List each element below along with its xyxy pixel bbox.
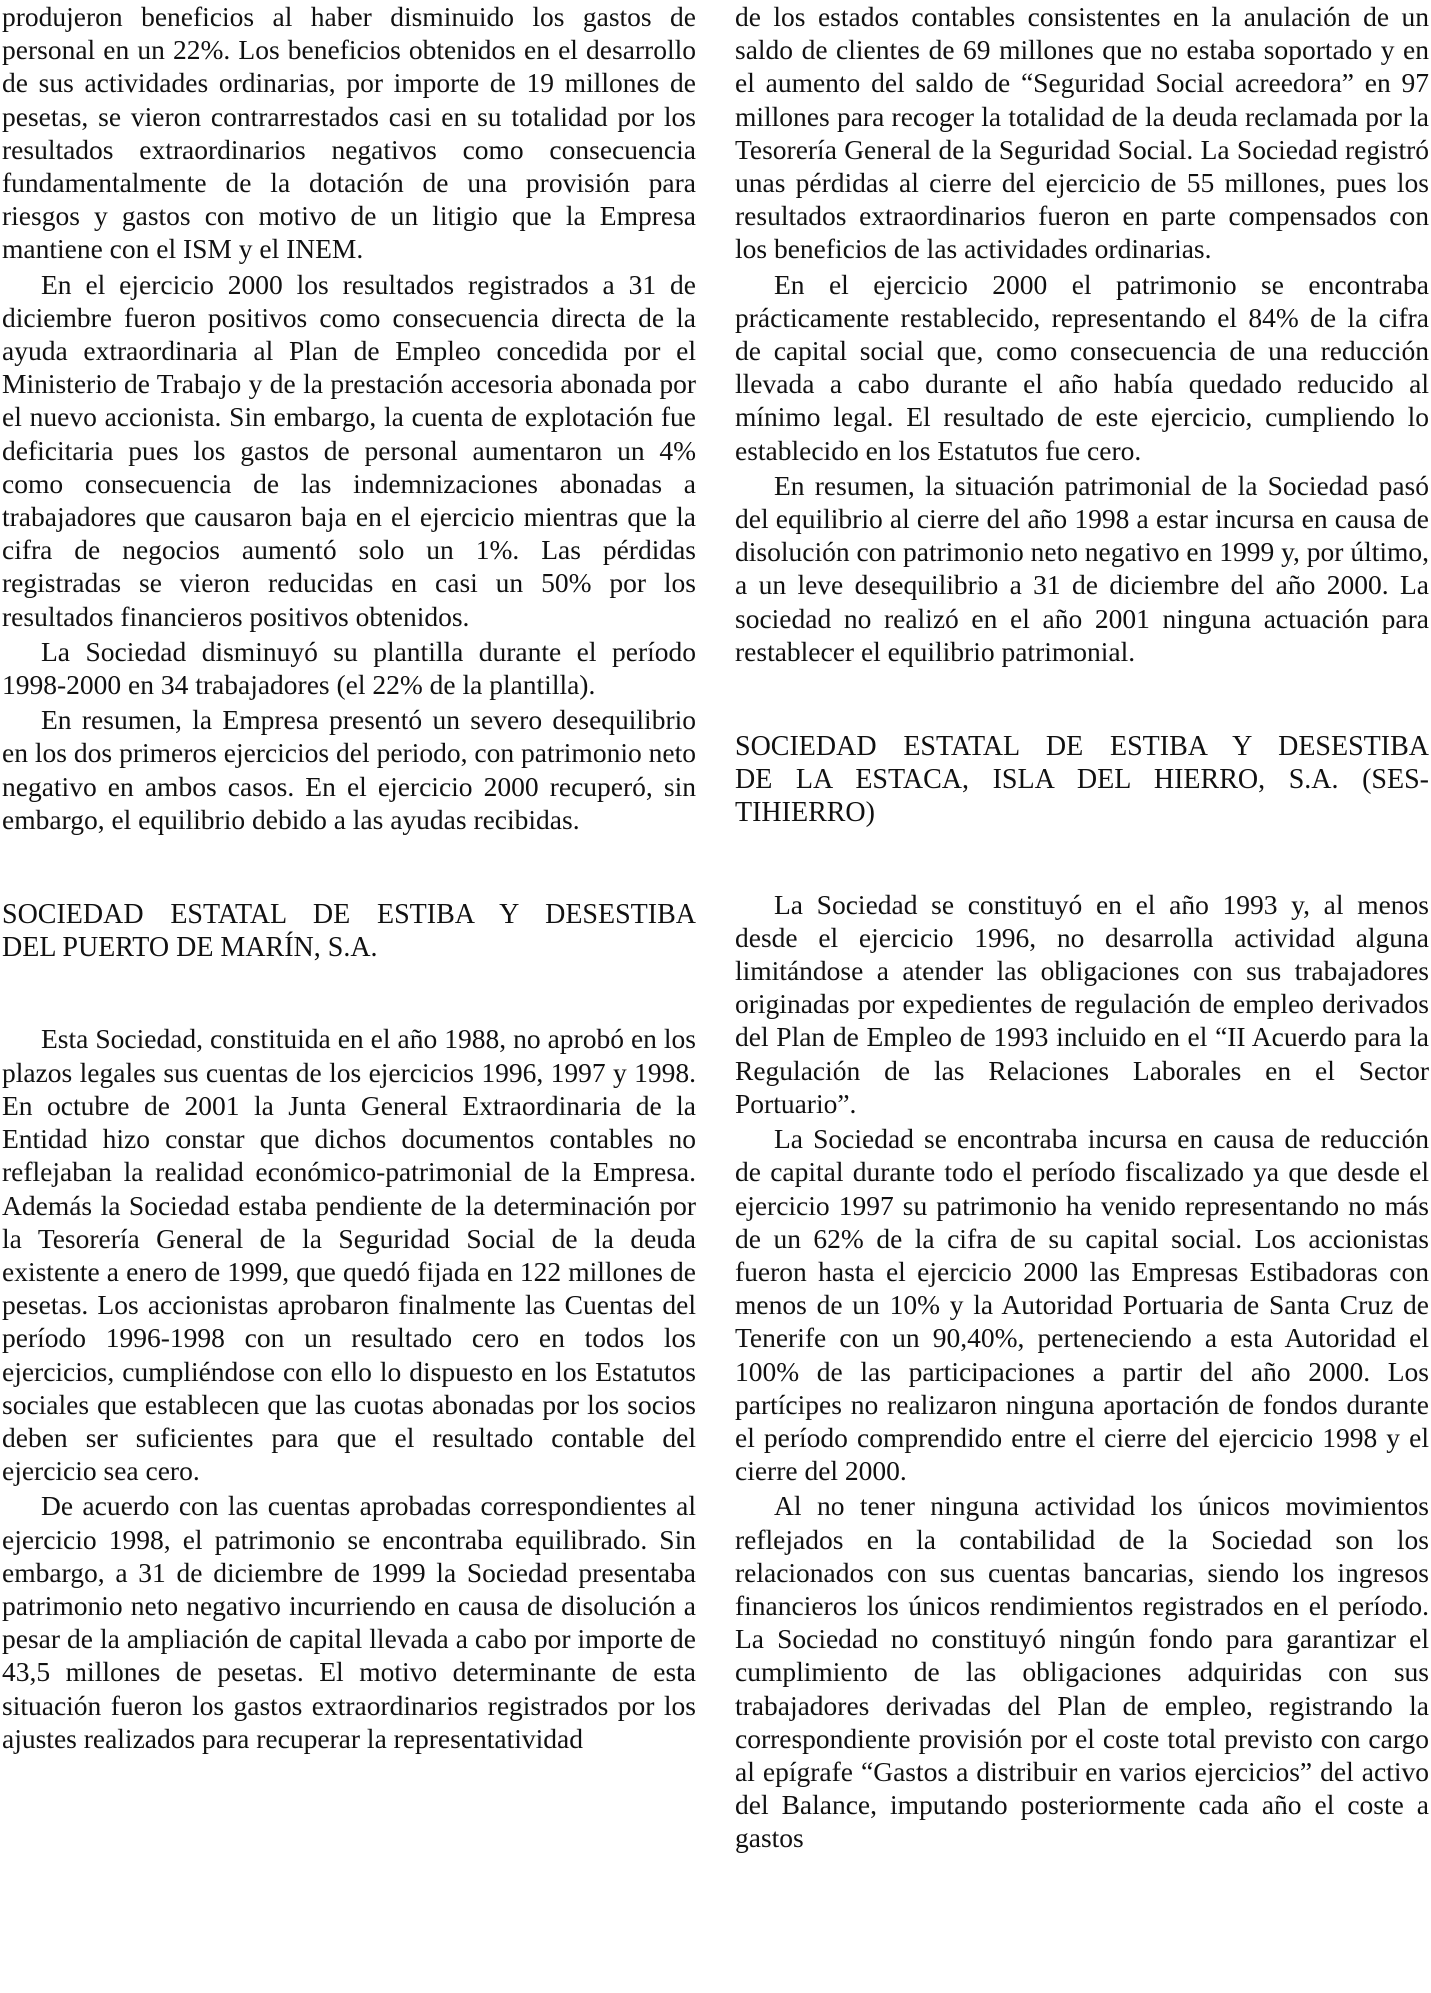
paragraph: produjeron beneficios al haber disminuido los gastos de personal en un 22%. Los beneficios obtenidos en el desarrollo de sus actividades ordinarias, por importe de 19 millones de pesetas, se vieron contrarrestados casi en su totalidad por los resultados extraordinarios negativos como consecuencia fundamentalmente de la dotación de una provisión para riesgos y gastos con motivo de un litigio que la Empresa mantiene con el ISM y el INEM. — [2, 1, 696, 265]
right-column — [735, 0, 1429, 1855]
heading-line: SOCIEDAD ESTATAL DE ESTIBA Y DESESTIBA — [735, 731, 1429, 763]
heading-line: SOCIEDAD ESTATAL DE ESTIBA Y DESESTIBA — [2, 899, 696, 931]
paragraph: En resumen, la situación patrimonial de la Sociedad pasó del equilibrio al cierre del año 1998 a estar incursa en causa de disolución con patrimonio neto negativo en 1999 y, por último, a un leve desequilibrio a 31 de diciembre del año 2000. La sociedad no realizó en el año 2001 ninguna actuación para restablecer el equilibrio patrimonial. — [735, 469, 1430, 667]
paragraph: de los estados contables consistentes en la anulación de un saldo de clientes de 69 millones que no estaba soportado y en el aumento del saldo de “Seguridad Social acreedora” en 97 millones para recoger la totalidad de la deuda reclamada por la Tesorería General de la Seguridad Social. La Sociedad registró unas pérdidas al cierre del ejercicio de 55 millones, pues los resultados extraordinarios fueron en parte compensados con los beneficios de las actividades ordinarias. — [735, 1, 1429, 265]
section-heading-marin — [2, 898, 696, 964]
section-heading-sestihierro — [735, 730, 1429, 830]
paragraph: Esta Sociedad, constituida en el año 1988, no aprobó en los plazos legales sus cuentas de los ejercicios 1996, 1997 y 1998. En octubre de 2001 la Junta General Extraordinaria de la Entidad hizo constar que dichos documentos contables no reflejaban la realidad económico-patrimonial de la Empresa. Además la Sociedad estaba pendiente de la determinación por la Tesorería General de la Seguridad Social de la deuda existente a enero de 1999, que quedó fijada en 122 millones de pesetas. Los accionistas aprobaron finalmente las Cuentas del período 1996-1998 con un resultado cero en todos los ejercicios, cumpliéndose con ello lo dispuesto en los Estatutos sociales que establecen que las cuotas abonadas por los socios deben ser suficientes para que el resultado contable del ejercicio sea cero. — [2, 1023, 696, 1487]
heading-line: TIHIERRO) — [735, 797, 875, 829]
paragraph: Al no tener ninguna actividad los únicos movimientos reflejados en la contabilidad de la Sociedad son los relacionados con sus cuentas bancarias, siendo los ingresos financieros los únicos rendimientos registrados en el período. La Sociedad no constituyó ningún fondo para garantizar el cumplimiento de las obligaciones adquiridas con sus trabajadores derivadas del Plan de empleo, registrando la correspondiente provisión por el coste total previsto con cargo al epígrafe “Gastos a distribuir en varios ejercicios” del activo del Balance, imputando posteriormente cada año el coste a gastos — [735, 1490, 1429, 1854]
paragraph: En el ejercicio 2000 el patrimonio se encontraba prácticamente restablecido, representando el 84% de la cifra de capital social que, como consecuencia de una reducción llevada a cabo durante el año había quedado reducido al mínimo legal. El resultado de este ejercicio, cumpliendo lo establecido en los Estatutos fue cero. — [735, 268, 1429, 466]
heading-line: DEL PUERTO DE MARÍN, S.A. — [2, 932, 378, 964]
paragraph: La Sociedad se encontraba incursa en causa de reducción de capital durante todo el período fiscalizado ya que desde el ejercicio 1997 su patrimonio ha venido representando no más de un 62% de la cifra de su capital social. Los accionistas fueron hasta el ejercicio 2000 las Empresas Estibadoras con menos de un 10% y la Autoridad Portuaria de Santa Cruz de Tenerife con un 90,40%, perteneciendo a esta Autoridad el 100% de las participaciones a partir del año 2000. Los partícipes no realizaron ninguna aportación de fondos durante el período comprendido entre el cierre del ejercicio 1998 y el cierre del 2000. — [735, 1123, 1429, 1487]
left-column — [2, 0, 696, 1755]
paragraph: La Sociedad disminuyó su plantilla durante el período 1998-2000 en 34 trabajadores (el 22% de la plantilla). — [2, 635, 696, 701]
paragraph: De acuerdo con las cuentas aprobadas correspondientes al ejercicio 1998, el patrimonio se encontraba equilibrado. Sin embargo, a 31 de diciembre de 1999 la Sociedad presentaba patrimonio neto negativo incurriendo en causa de disolución a pesar de la ampliación de capital llevada a cabo por importe de 43,5 millones de pesetas. El motivo determinante de esta situación fueron los gastos extraordinarios registrados por los ajustes realizados para recuperar la representatividad — [2, 1490, 696, 1754]
paragraph: La Sociedad se constituyó en el año 1993 y, al menos desde el ejercicio 1996, no desarrolla actividad alguna limitándose a atender las obligaciones con sus trabajadores originadas por expedientes de regulación de empleo derivados del Plan de Empleo de 1993 incluido en el “II Acuerdo para la Regulación de las Relaciones Laborales en el Sector Portuario”. — [735, 888, 1429, 1119]
paragraph: En el ejercicio 2000 los resultados registrados a 31 de diciembre fueron positivos como consecuencia directa de la ayuda extraordinaria al Plan de Empleo concedida por el Ministerio de Trabajo y de la prestación accesoria abonada por el nuevo accionista. Sin embargo, la cuenta de explotación fue deficitaria pues los gastos de personal aumentaron un 4% como consecuencia de las indemnizaciones abonadas a trabajadores que causaron baja en el ejercicio mientras que la cifra de negocios aumentó solo un 1%. Las pérdidas registradas se vieron reducidas en casi un 50% por los resultados financieros positivos obtenidos. — [2, 268, 696, 632]
heading-line: DE LA ESTACA, ISLA DEL HIERRO, S.A. (SES- — [735, 764, 1429, 796]
paragraph: En resumen, la Empresa presentó un severo desequilibrio en los dos primeros ejercicios del periodo, con patrimonio neto negativo en ambos casos. En el ejercicio 2000 recuperó, sin embargo, el equilibrio debido a las ayudas recibidas. — [2, 704, 696, 835]
